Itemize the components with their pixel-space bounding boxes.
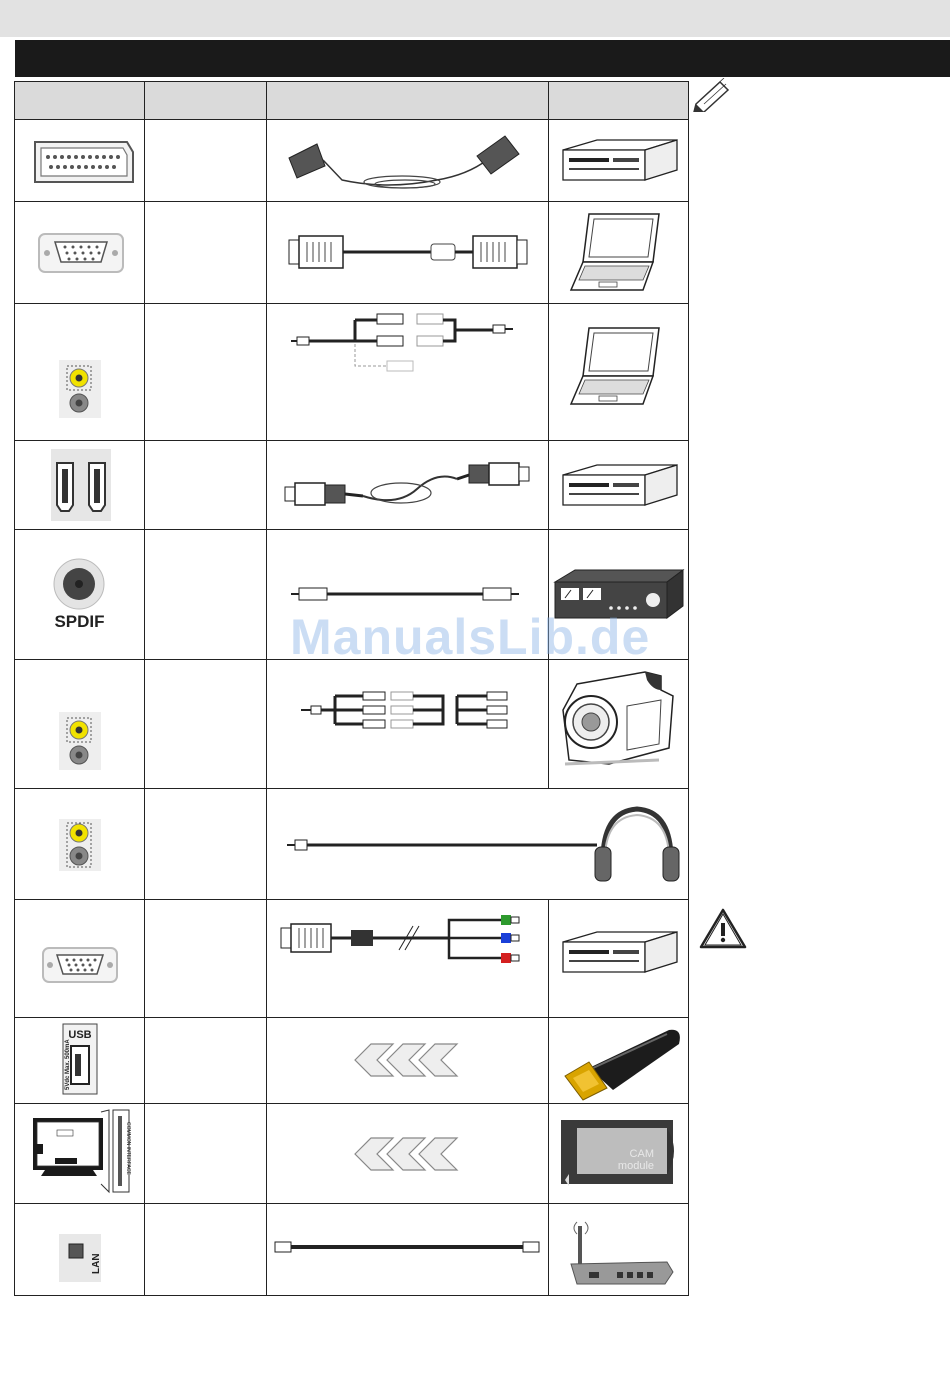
type-cell (145, 900, 267, 1018)
table-row-spdif (15, 530, 689, 660)
hdmi-sockets-icon (15, 441, 145, 530)
common-interface-label: COMMON INTERFACE (125, 1122, 131, 1175)
module-label: module (617, 1160, 654, 1172)
connector-cell (15, 120, 145, 202)
column-header-type (145, 82, 267, 120)
device-cell (549, 1104, 689, 1204)
connector-cell (15, 1104, 145, 1204)
table-row-vga (15, 202, 689, 304)
device-cell (549, 900, 689, 1018)
type-cell (145, 1018, 267, 1104)
headphone-jack-icon (15, 789, 145, 900)
av-adapter-cable-icon (267, 660, 549, 789)
type-cell (145, 441, 267, 530)
column-header-connector (15, 82, 145, 120)
camcorder-icon (549, 660, 689, 789)
type-cell (145, 120, 267, 202)
dvd-player-icon (549, 900, 689, 1018)
av-jack-socket-icon (15, 304, 145, 441)
device-cell (549, 1204, 689, 1296)
table-row-usb (15, 1018, 689, 1104)
table-header-row (15, 82, 689, 120)
cable-cell (267, 120, 549, 202)
pencil-note-icon (690, 78, 734, 112)
cam-module-label (618, 1148, 654, 1172)
connector-cell (15, 1018, 145, 1104)
device-cell (549, 441, 689, 530)
cable-cell (267, 1104, 549, 1204)
connector-cell (15, 1204, 145, 1296)
table-row-headphone (15, 789, 689, 900)
spdif-socket-icon (15, 530, 145, 660)
lan-socket-icon (15, 1204, 145, 1296)
dvd-player-icon (549, 441, 689, 530)
vga-socket-icon (15, 900, 145, 1018)
ethernet-cable-icon (267, 1204, 549, 1296)
cable-cell (267, 1204, 549, 1296)
type-cell (145, 789, 267, 900)
type-cell (145, 1204, 267, 1296)
cable-cell (267, 304, 549, 441)
table-row-scart (15, 120, 689, 202)
usb-power-label: 5Vdc Max. 500mA (65, 1039, 71, 1090)
lan-label: LAN (91, 1253, 102, 1274)
scart-cable-icon (267, 120, 549, 202)
type-cell (145, 202, 267, 304)
type-cell (145, 660, 267, 789)
table-row-av (15, 660, 689, 789)
device-cell (549, 530, 689, 660)
device-cell (549, 202, 689, 304)
audio-adapter-cable-icon (267, 304, 549, 441)
table-row-ypbpr (15, 900, 689, 1018)
cable-cell (267, 441, 549, 530)
headphones-icon (583, 789, 689, 900)
connector-cell (15, 304, 145, 441)
device-cell (549, 660, 689, 789)
table-row-hdmi (15, 441, 689, 530)
watermark: ManualsLib.de (290, 609, 651, 665)
connections-table (14, 81, 689, 1296)
dvd-player-icon (549, 120, 689, 202)
connector-cell (15, 900, 145, 1018)
warning-icon (698, 907, 748, 951)
connector-cell (15, 441, 145, 530)
hdmi-cable-icon (267, 441, 549, 530)
section-title-bar (15, 40, 950, 77)
usb-socket-icon (15, 1018, 145, 1104)
vga-cable-icon (267, 202, 549, 304)
scart-socket-icon (15, 120, 145, 202)
cable-cell (267, 1018, 549, 1104)
cam-label: CAM (629, 1148, 654, 1160)
router-icon (549, 1204, 689, 1296)
type-cell (145, 304, 267, 441)
connector-cell (15, 789, 145, 900)
cable-cell (267, 530, 549, 660)
insert-arrows-icon (267, 1018, 549, 1104)
spdif-label: SPDIF (54, 612, 105, 631)
audio-amplifier-icon (549, 530, 689, 660)
insert-arrows-icon (267, 1104, 549, 1204)
type-cell (145, 530, 267, 660)
usb-stick-icon (549, 1018, 689, 1104)
device-cell (549, 304, 689, 441)
connector-cell (15, 530, 145, 660)
connector-cell (15, 660, 145, 789)
column-header-cables (267, 82, 549, 120)
device-cell (549, 1018, 689, 1104)
tv-rear-ci-slot-icon (15, 1104, 145, 1204)
cable-cell (267, 789, 689, 900)
usb-label: USB (68, 1029, 92, 1041)
coaxial-cable-icon (267, 530, 549, 660)
laptop-icon (549, 202, 689, 304)
laptop-icon (549, 304, 689, 441)
cable-cell (267, 202, 549, 304)
connector-cell (15, 202, 145, 304)
column-header-device (549, 82, 689, 120)
device-cell (549, 120, 689, 202)
vga-socket-icon (15, 202, 145, 304)
type-cell (145, 1104, 267, 1204)
table-row-lan (15, 1204, 689, 1296)
av-jack-socket-icon (15, 660, 145, 789)
table-row-common-interface (15, 1104, 689, 1204)
page-top-band (0, 0, 950, 37)
cable-cell (267, 660, 549, 789)
table-row-pc-audio (15, 304, 689, 441)
cable-cell (267, 900, 549, 1018)
ypbpr-cable-icon (267, 900, 549, 1018)
